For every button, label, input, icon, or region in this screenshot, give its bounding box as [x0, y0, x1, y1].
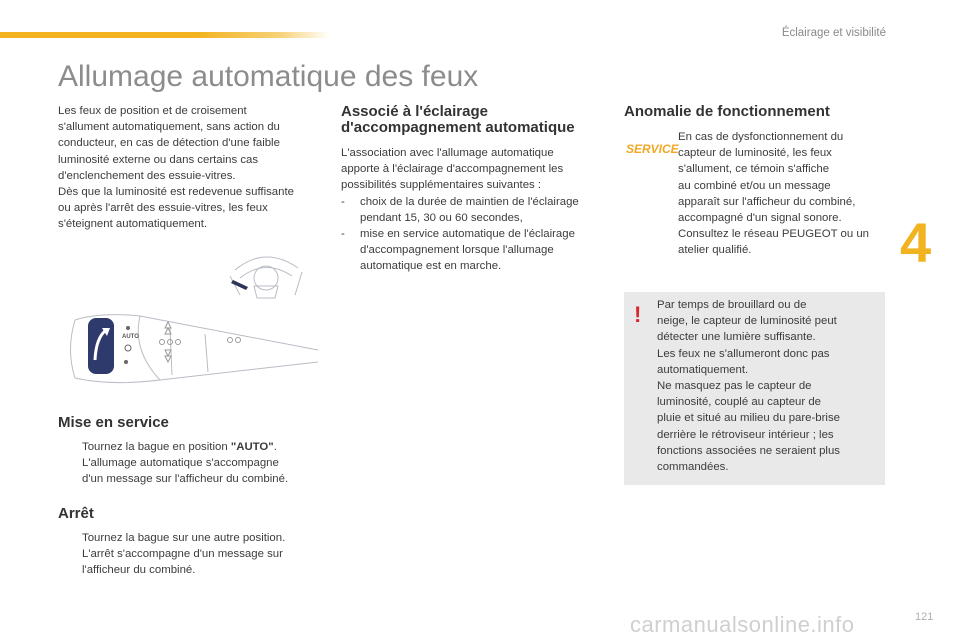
- associe-title: [341, 104, 609, 136]
- associe-intro-line: L'association avec l'allumage automatique: [341, 147, 554, 159]
- anomalie-line: apparaît sur l'afficheur du combiné,: [678, 195, 856, 208]
- warning-line: fonctions associées ne seraient plus: [657, 444, 840, 457]
- mise-line: L'allumage automatique s'accompagne: [82, 457, 279, 470]
- warning-line: Les feux ne s'allumeront donc pas: [657, 347, 830, 360]
- mise-text-after: .: [273, 441, 277, 453]
- intro-line: ou après l'arrêt des essuie-vitres, les feux: [58, 202, 268, 215]
- section-title: Éclairage et visibilité: [781, 27, 886, 39]
- bullet-text: [82, 530, 285, 579]
- warning-line: commandées.: [657, 461, 729, 474]
- arret-bullet: [58, 530, 323, 579]
- list-dash: -: [341, 228, 345, 241]
- warning-line: derrière le rétroviseur intérieur ; les: [657, 428, 834, 441]
- anomalie-line: accompagné d'un signal sonore.: [678, 212, 842, 225]
- right-column: [624, 104, 888, 259]
- arret-line: L'arrêt s'accompagne d'un message sur: [82, 548, 283, 561]
- list-item-text: [360, 226, 575, 275]
- arret-section: [58, 506, 323, 579]
- list-item-line: choix de la durée de maintien de l'éclairage: [360, 195, 579, 208]
- warning-text: [657, 297, 877, 475]
- page-number: 121: [915, 611, 934, 623]
- anomalie-line: Consultez le réseau PEUGEOT ou un: [678, 228, 869, 241]
- left-column: [58, 103, 323, 233]
- bullet-arrow-icon: [58, 530, 82, 579]
- page-title: Allumage automatique des feux: [58, 60, 479, 93]
- warning-line: Par temps de brouillard ou de: [657, 299, 807, 311]
- arret-line: Tournez la bague sur une autre position.: [82, 532, 286, 544]
- service-warning-icon: SERVICE: [626, 142, 679, 156]
- mise-en-service-title: Mise en service: [58, 414, 169, 431]
- list-item: [341, 194, 609, 226]
- auto-label: AUTO: [122, 334, 139, 340]
- mise-en-service-section: [58, 415, 323, 488]
- anomalie-line: atelier qualifié.: [678, 244, 752, 257]
- list-item: [341, 226, 609, 275]
- intro-line: s'éteignent automatiquement.: [58, 218, 208, 231]
- list-item-line: pendant 15, 30 ou 60 secondes,: [360, 211, 523, 224]
- lighting-stalk-illustration: [70, 250, 325, 390]
- anomalie-title: Anomalie de fonctionnement: [624, 103, 830, 120]
- intro-line: Dès que la luminosité est redevenue suffisante: [58, 186, 294, 199]
- anomalie-line: au combiné et/ou un message: [678, 179, 831, 192]
- anomalie-line: s'allument, ce témoin s'affiche: [678, 163, 830, 176]
- list-item-line: automatique est en marche.: [360, 260, 502, 273]
- bullet-text: [82, 439, 288, 488]
- intro-line: luminosité externe ou dans certains cas: [58, 153, 259, 166]
- warning-line: automatiquement.: [657, 363, 749, 376]
- warning-line: Ne masquez pas le capteur de: [657, 380, 812, 393]
- associe-intro-line: possibilités supplémentaires suivantes :: [341, 179, 542, 192]
- header-accent-bar: [0, 32, 330, 38]
- associe-title-line: d'accompagnement automatique: [341, 119, 575, 136]
- warning-line: détecter une lumière suffisante.: [657, 331, 816, 344]
- intro-paragraph: [58, 103, 323, 233]
- arret-title: Arrêt: [58, 505, 94, 522]
- warning-line: luminosité, couplé au capteur de: [657, 396, 822, 409]
- warning-box: [624, 292, 885, 485]
- auto-ring: [88, 318, 114, 374]
- warning-line: pluie et situé au milieu du pare-brise: [657, 412, 840, 425]
- watermark: carmanualsonline.info: [630, 612, 855, 637]
- list-item-text: [360, 194, 579, 226]
- associe-title-line: Associé à l'éclairage: [341, 103, 488, 120]
- anomalie-line: capteur de luminosité, les feux: [678, 147, 832, 160]
- stalk-pointer-icon: [231, 280, 248, 290]
- arret-line: l'afficheur du combiné.: [82, 564, 196, 577]
- associe-intro-line: apporte à l'éclairage d'accompagnement les: [341, 163, 564, 176]
- exclamation-icon: !: [634, 302, 642, 327]
- mise-line: d'un message sur l'afficheur du combiné.: [82, 473, 289, 486]
- mise-en-service-bullet: [58, 439, 323, 488]
- middle-column: [341, 104, 609, 275]
- intro-line: s'allument automatiquement, sans action du: [58, 121, 280, 134]
- mise-text-before: Tournez la bague en position: [82, 441, 231, 453]
- list-item-line: d'accompagnement lorsque l'allumage: [360, 244, 554, 257]
- sun-icon: [125, 345, 131, 351]
- associe-intro: [341, 145, 609, 194]
- list-dash: -: [341, 195, 345, 208]
- auto-position-label: "AUTO": [230, 441, 274, 453]
- intro-line: Les feux de position et de croisement: [58, 105, 247, 117]
- bullet-arrow-icon: [58, 439, 82, 488]
- anomalie-paragraph: [678, 129, 888, 259]
- intro-line: d'enclenchement des essuie-vitres.: [58, 169, 236, 182]
- anomalie-line: En cas de dysfonctionnement du: [678, 131, 844, 143]
- intro-line: conducteur, en cas de détection d'une faible: [58, 137, 280, 150]
- list-item-line: mise en service automatique de l'éclairage: [360, 228, 575, 241]
- warning-line: neige, le capteur de luminosité peut: [657, 315, 837, 328]
- chapter-number: 4: [900, 211, 932, 274]
